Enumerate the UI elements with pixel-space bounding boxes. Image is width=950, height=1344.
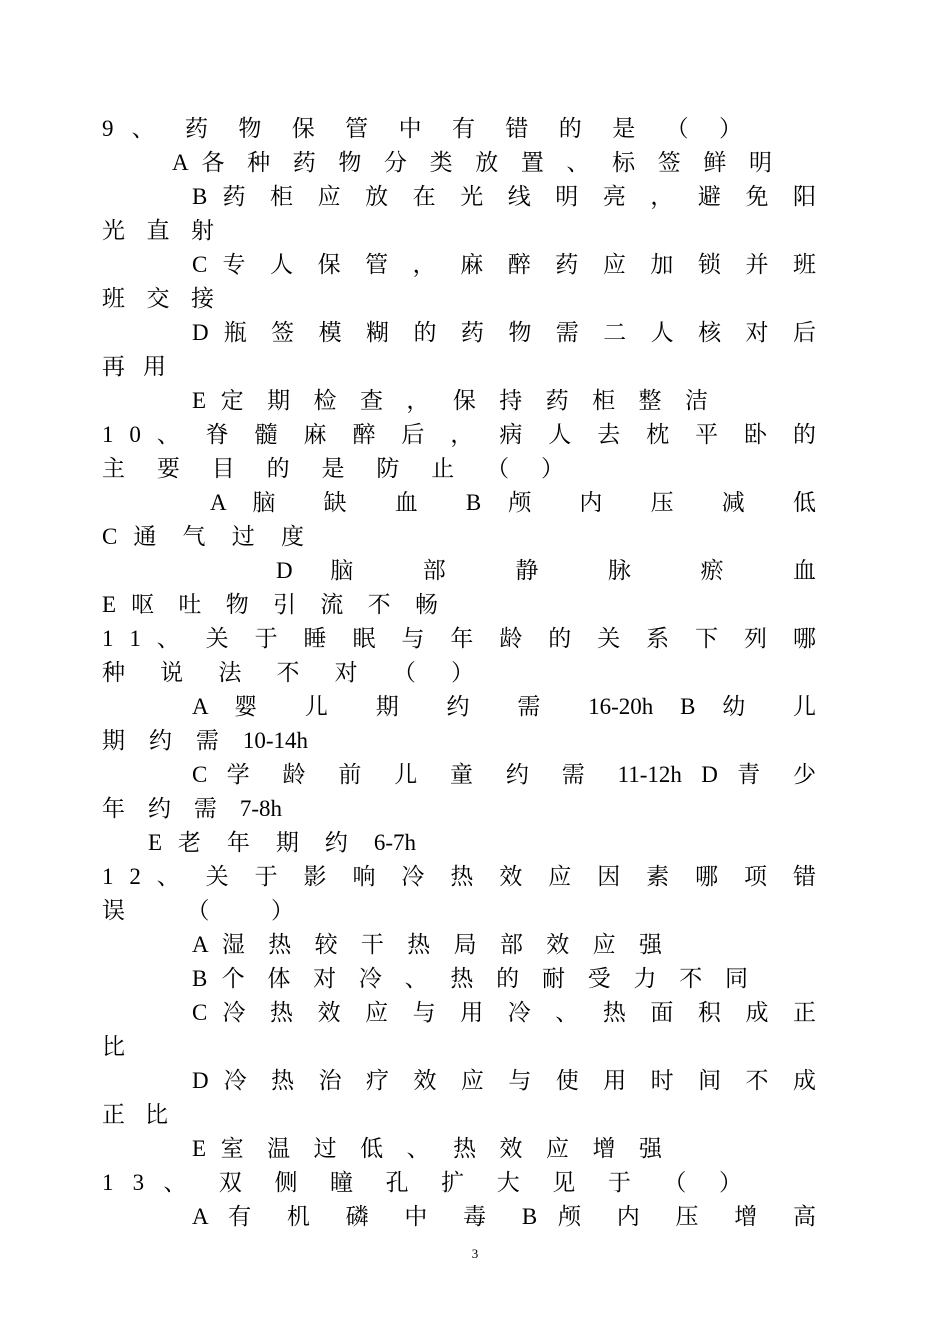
q9-option-c: C 专 人 保 管 ， 麻 醉 药 应 加 锁 并 班 [192,252,816,277]
question-12-stem: 1 2 、 关 于 影 响 冷 热 效 应 因 素 哪 项 错 [102,864,816,889]
q12-option-c-cont: 比 [102,1034,125,1059]
q11-option-d-cont: 年 约 需 7-8h [102,796,282,821]
q9-option-b-cont: 光 直 射 [102,218,214,243]
q10-option-d: D 脑 部 静 脉 瘀 血 [276,558,816,583]
q10-options-a-b: A 脑 缺 血 B 颅 内 压 减 低 [210,490,816,515]
q12-option-a: A 湿 热 较 干 热 局 部 效 应 强 [192,932,662,957]
q11-option-e: E 老 年 期 约 6-7h [148,830,416,855]
question-13-stem: 1 3 、 双 侧 瞳 孔 扩 大 见 于 （ ） [102,1170,742,1195]
q9-option-a: A 各 种 药 物 分 类 放 置 、 标 签 鲜 明 [172,150,772,175]
q12-option-d: D 冷 热 治 疗 效 应 与 使 用 时 间 不 成 [192,1068,816,1093]
question-11-stem-cont: 种 说 法 不 对 （ ） [102,660,474,685]
q9-option-d: D 瓶 签 模 糊 的 药 物 需 二 人 核 对 后 [192,320,816,345]
q11-option-b-cont: 期 约 需 10-14h [102,728,308,753]
q12-option-d-cont: 正 比 [102,1102,168,1127]
q9-option-d-cont: 再 用 [102,354,166,379]
question-10-stem-cont: 主 要 目 的 是 防 止 （ ） [102,456,564,481]
question-11-stem: 1 1 、 关 于 睡 眠 与 年 龄 的 关 系 下 列 哪 [102,626,816,651]
q9-option-c-cont: 班 交 接 [102,286,214,311]
question-10-stem: 1 0 、 脊 髓 麻 醉 后 ， 病 人 去 枕 平 卧 的 [102,422,816,447]
page-number: 3 [471,1246,479,1261]
q10-option-c: C 通 气 过 度 [102,524,304,549]
q9-option-e: E 定 期 检 查 ， 保 持 药 柜 整 洁 [192,388,708,413]
question-12-stem-cont: 误 （ ） [102,898,294,923]
question-9-stem: 9 、 药 物 保 管 中 有 错 的 是 （ ） [102,116,742,141]
q12-option-b: B 个 体 对 冷 、 热 的 耐 受 力 不 同 [192,966,748,991]
q9-option-b: B 药 柜 应 放 在 光 线 明 亮 ， 避 免 阳 [192,184,816,209]
q13-options-a-b: A 有 机 磷 中 毒 B 颅 内 压 增 高 [192,1204,816,1229]
q11-options-a-b: A 婴 儿 期 约 需 16-20h B 幼 儿 [192,694,816,719]
q12-option-c: C 冷 热 效 应 与 用 冷 、 热 面 积 成 正 [192,1000,816,1025]
q10-option-e: E 呕 吐 物 引 流 不 畅 [102,592,438,617]
q12-option-e: E 室 温 过 低 、 热 效 应 增 强 [192,1136,662,1161]
q11-options-c-d: C 学 龄 前 儿 童 约 需 11-12h D 青 少 [192,762,816,787]
